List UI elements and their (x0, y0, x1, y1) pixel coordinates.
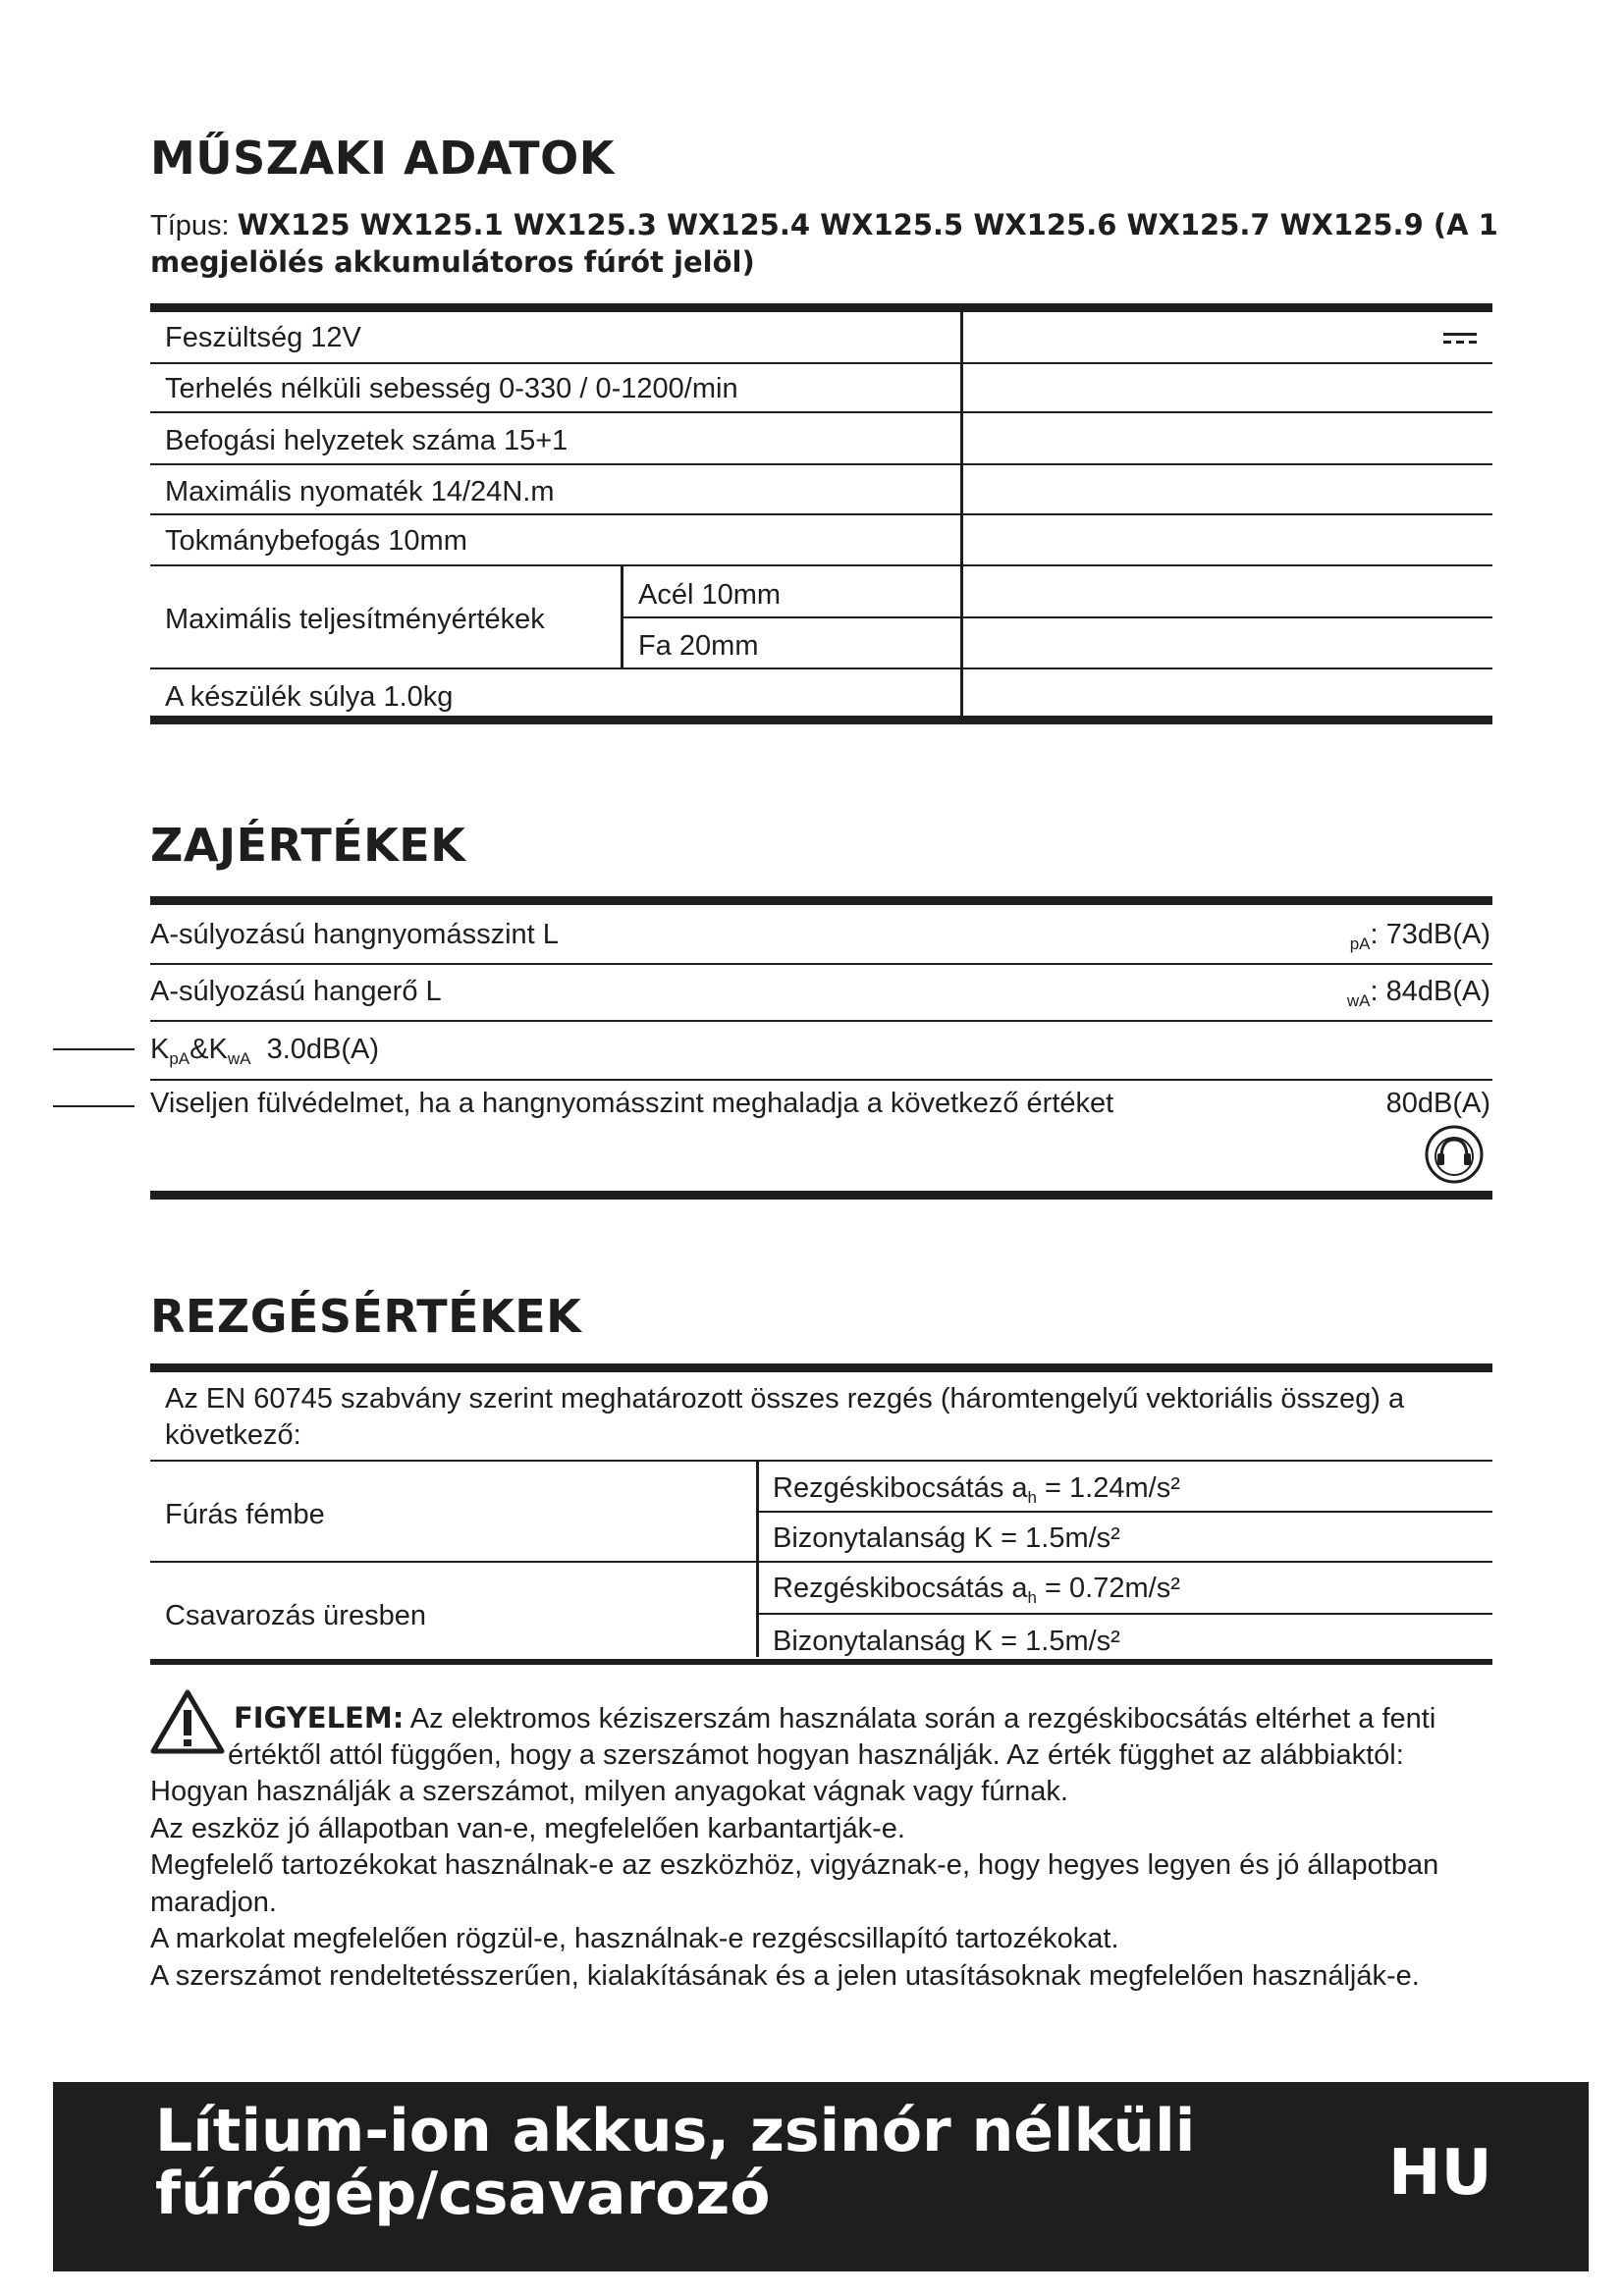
row-chuck: Tokmánybefogás 10mm (165, 525, 467, 557)
k-letter: K (150, 1034, 170, 1065)
row-steel: Acél 10mm (638, 579, 782, 611)
warning-line-5: Megfelelő tartozékokat használnak-e az eszközhöz, vigyáznak-e, hogy hegyes legyen és jó állapotban (150, 1849, 1439, 1881)
k-sub-pa: pA (169, 1049, 190, 1068)
screw-emission-val: = 0.72m/s² (1037, 1573, 1180, 1604)
footer-banner (53, 2082, 1589, 2271)
row-rule (150, 513, 1492, 515)
ear-label: Viseljen fülvédelmet, ha a hangnyomásszint meghaladja a következő értéket (150, 1088, 1114, 1119)
footer-title-line-2: fúrógép/csavarozó (155, 2160, 771, 2228)
noise-pressure-label: A-súlyozású hangnyomásszint L (150, 919, 559, 950)
screw-emission-sub: h (1027, 1588, 1037, 1607)
footer-title (155, 2097, 1196, 2228)
noise-rule (150, 963, 1492, 965)
tech-heading: MŰSZAKI ADATOK (150, 132, 615, 185)
vib-rule (150, 1460, 1492, 1462)
power-sub: wA (1346, 991, 1371, 1010)
drill-emission (773, 1472, 1180, 1508)
type-label: Típus: (150, 210, 230, 241)
warning-triangle-icon (149, 1688, 226, 1755)
vib-rule (756, 1613, 1492, 1615)
warning-title: FIGYELEM: (234, 1701, 405, 1735)
row-rule (150, 411, 1492, 413)
drill-emission-sub: h (1027, 1488, 1037, 1507)
pressure-sub: pA (1349, 934, 1371, 953)
warning-text-1: Az elektromos kéziszerszám használata során a rezgéskibocsátás eltérhet a fenti (404, 1703, 1436, 1735)
type-models: WX125 WX125.1 WX125.3 WX125.4 WX125.5 WX125.6 WX125.7 WX125.9 (A 1 (237, 208, 1498, 241)
row-rule (150, 362, 1492, 364)
row-max-perf: Maximális teljesítményértékek (165, 604, 545, 635)
margin-mark (53, 1105, 135, 1107)
row-rule (621, 616, 1492, 618)
noise-rule (150, 1020, 1492, 1022)
table-top-rule (150, 303, 1492, 312)
row-rule (150, 463, 1492, 465)
screw-emission-pre: Rezgéskibocsátás a (773, 1573, 1028, 1604)
k-sub-wa: wA (227, 1049, 251, 1068)
warning-line-6: maradjon. (150, 1887, 277, 1918)
row-wood: Fa 20mm (638, 630, 759, 662)
vibration-top-rule (150, 1363, 1492, 1372)
dc-icon (1443, 333, 1477, 345)
noise-top-rule (150, 896, 1492, 905)
pressure-value: : 73dB(A) (1370, 919, 1490, 950)
warning-line-2: értéktől attól függően, hogy a szerszámot hogyan használják. Az érték függhet az alábbiaktól: (228, 1739, 1404, 1771)
warning-line-7: A markolat megfelelően rögzül-e, használnak-e rezgéscsillapító tartozékokat. (150, 1923, 1119, 1954)
drill-emission-pre: Rezgéskibocsátás a (773, 1472, 1028, 1504)
row-weight: A készülék súlya 1.0kg (165, 681, 454, 713)
row-voltage: Feszültség 12V (165, 322, 361, 353)
drill-emission-val: = 1.24m/s² (1037, 1472, 1180, 1504)
vib-rule (756, 1511, 1492, 1513)
noise-power (1347, 976, 1490, 1011)
vibration-heading: REZGÉSÉRTÉKEK (150, 1290, 582, 1343)
screw-uncert: Bizonytalanság K = 1.5m/s² (773, 1626, 1120, 1657)
row-torque: Maximális nyomaték 14/24N.m (165, 476, 555, 507)
vibration-intro-1: Az EN 60745 szabvány szerint meghatározott összes rezgés (háromtengelyű vektoriális összeg) a (165, 1383, 1405, 1415)
k-value: 3.0dB(A) (266, 1034, 380, 1065)
noise-power-label: A-súlyozású hangerő L (150, 976, 442, 1007)
row-rule (150, 564, 1492, 566)
warning-line-4: Az eszköz jó állapotban van-e, megfelelően karbantartják-e. (150, 1813, 905, 1844)
type-note: megjelölés akkumulátoros fúrót jelöl) (150, 245, 755, 279)
warning-line-8: A szerszámot rendeltetésszerűen, kialakításának és a jelen utasításoknak megfelelően használják-e. (150, 1960, 1420, 1992)
screw-label: Csavarozás üresben (165, 1600, 426, 1631)
vibration-bottom-rule (150, 1659, 1492, 1665)
table-bottom-rule (150, 716, 1492, 724)
vibration-intro-2: következő: (165, 1419, 301, 1451)
vib-rule (150, 1561, 1492, 1563)
noise-pressure (1350, 919, 1490, 954)
k-letter-2: &K (189, 1034, 228, 1065)
drill-label: Fúrás fémbe (165, 1499, 325, 1530)
margin-mark (53, 1048, 135, 1050)
row-rule (150, 667, 1492, 669)
drill-uncert: Bizonytalanság K = 1.5m/s² (773, 1522, 1120, 1554)
row-speed: Terhelés nélküli sebesség 0-330 / 0-1200/min (165, 373, 738, 404)
row-positions: Befogási helyzetek száma 15+1 (165, 425, 568, 456)
noise-bottom-rule (150, 1191, 1492, 1200)
noise-rule (150, 1079, 1492, 1081)
ear-value: 80dB(A) (1385, 1088, 1490, 1119)
vib-divider (756, 1461, 759, 1657)
power-value: : 84dB(A) (1370, 976, 1490, 1007)
footer-title-line-1: Lítium-ion akkus, zsinór nélküli (155, 2097, 1196, 2165)
screw-emission (773, 1573, 1180, 1608)
noise-k (150, 1034, 379, 1069)
warning-line-1 (234, 1701, 1435, 1735)
ear-protection-icon (1424, 1124, 1485, 1185)
language-code: HU (1388, 2137, 1492, 2210)
warning-line-3: Hogyan használják a szerszámot, milyen anyagokat vágnak vagy fúrnak. (150, 1776, 1068, 1807)
noise-heading: ZAJÉRTÉKEK (150, 819, 466, 872)
type-line (150, 208, 1498, 242)
